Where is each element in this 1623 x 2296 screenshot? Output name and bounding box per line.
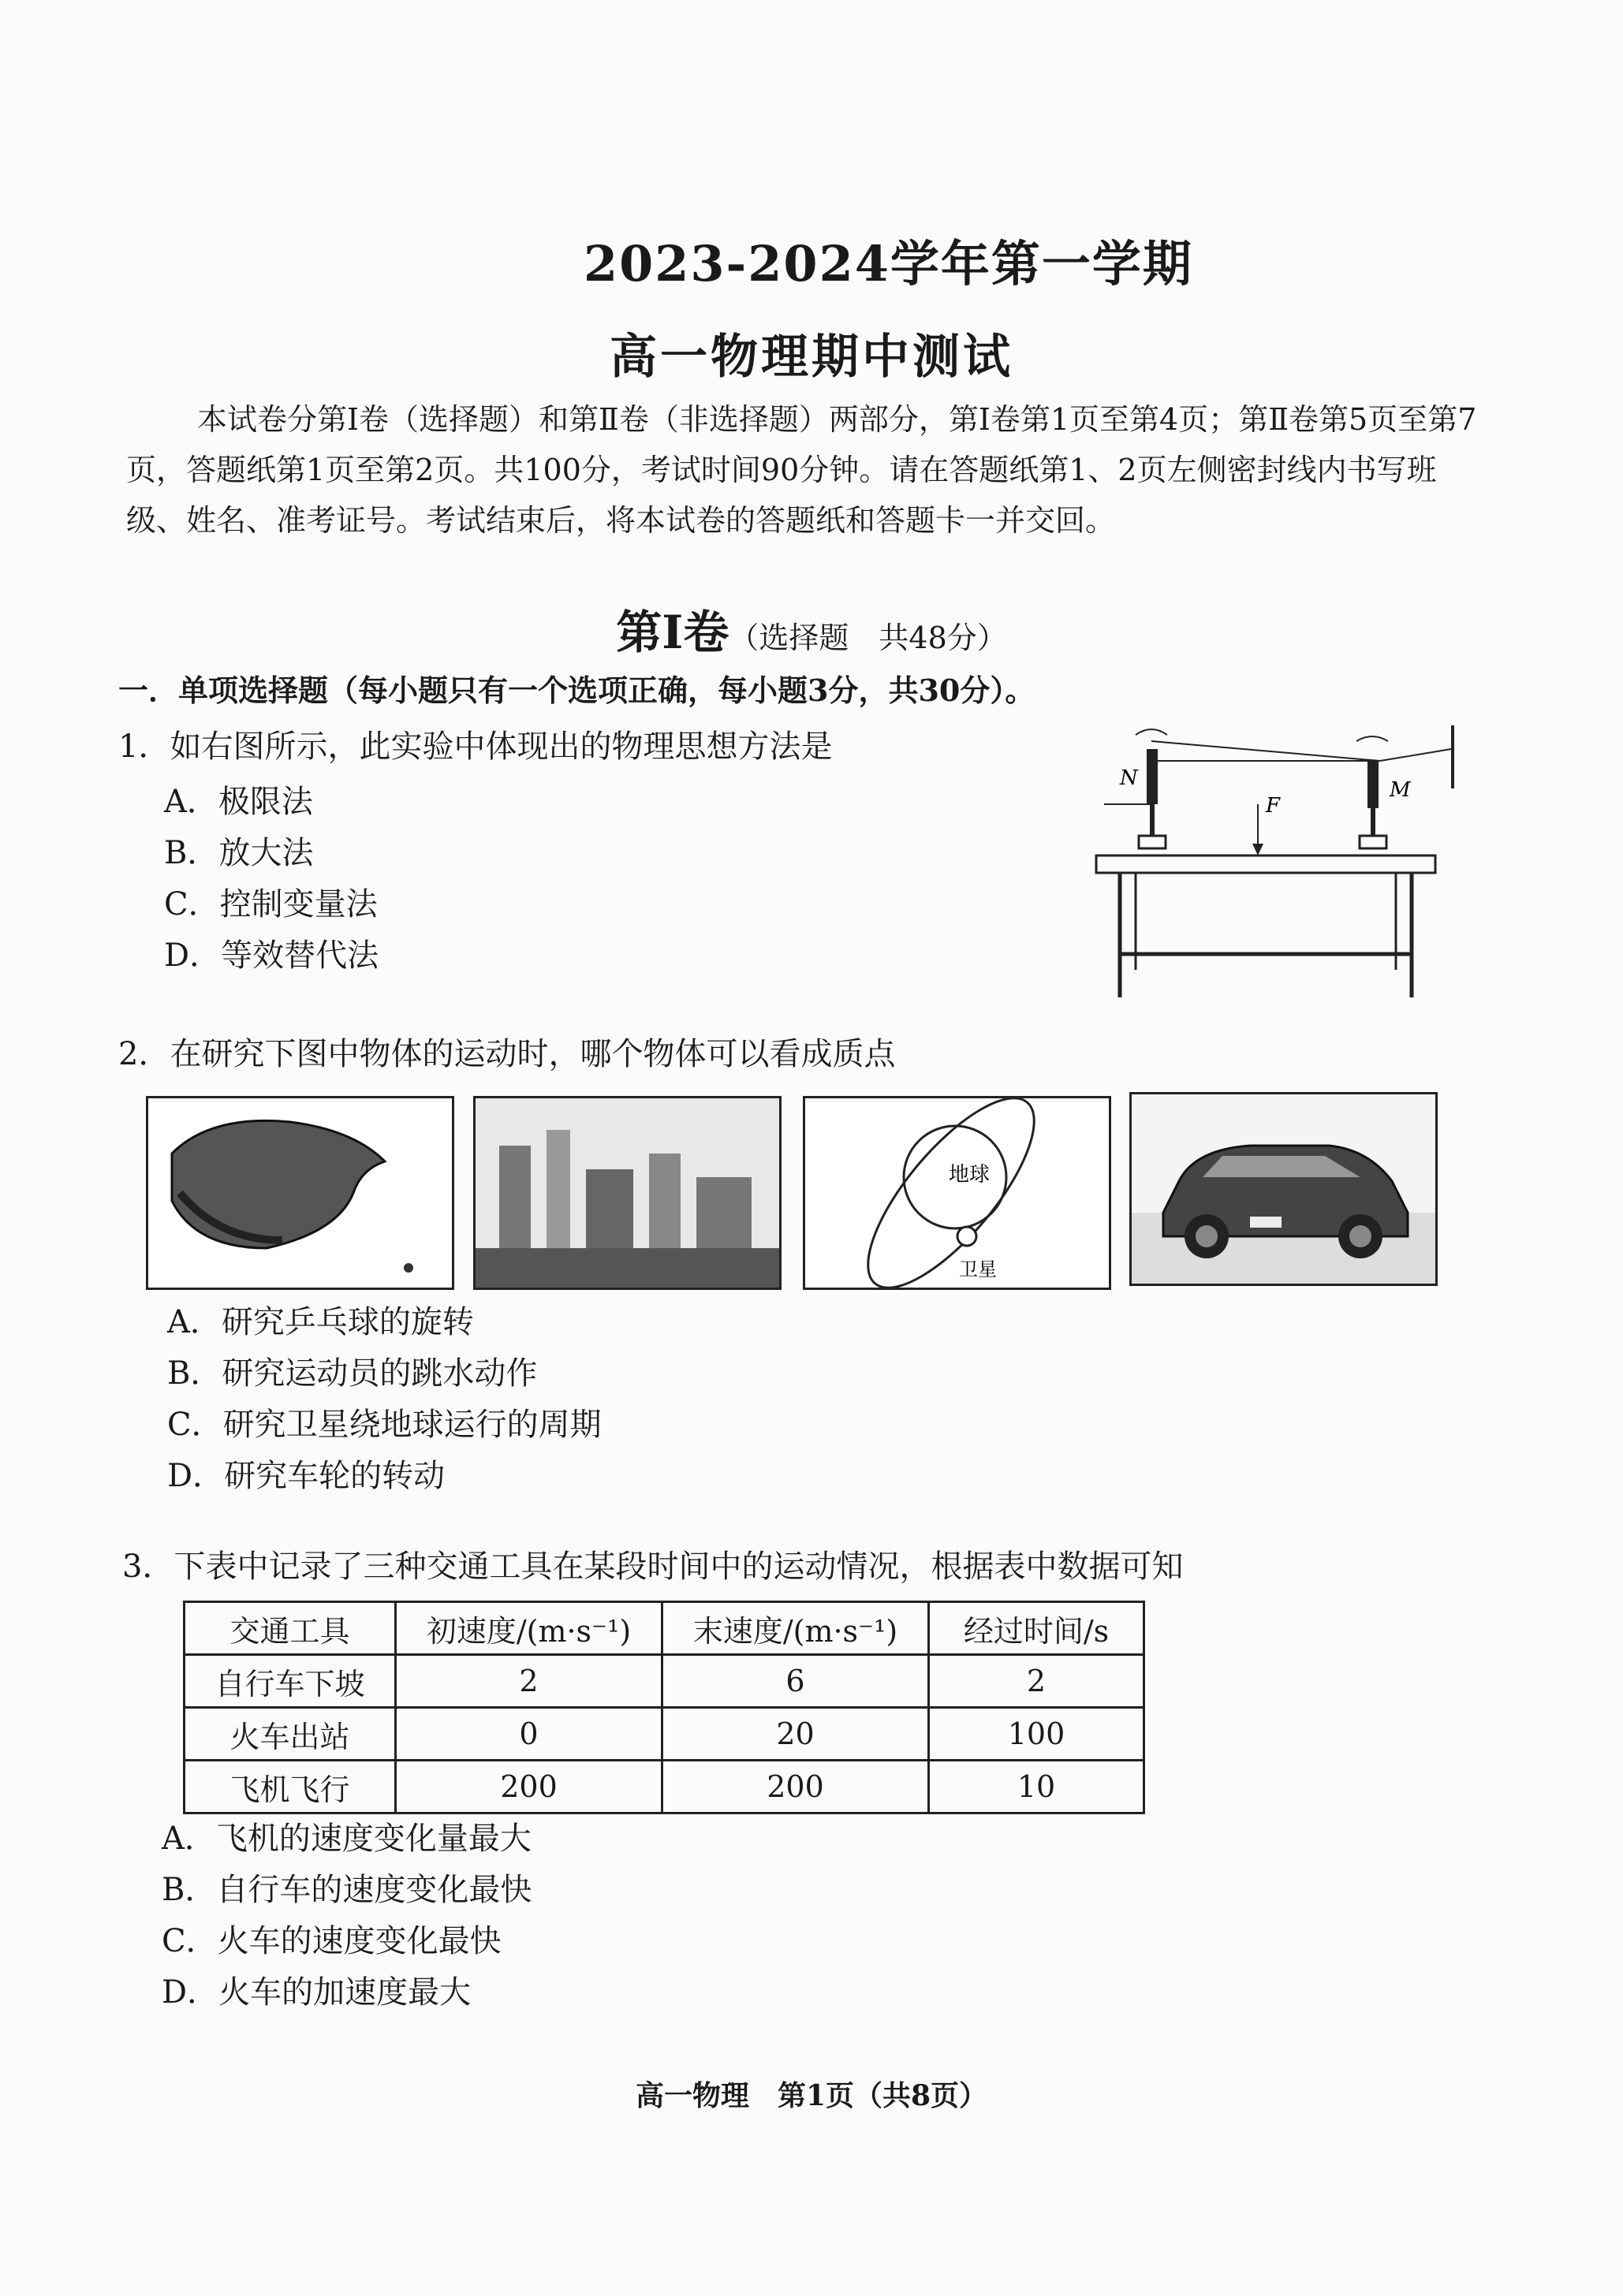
table-cell: 100 xyxy=(929,1708,1144,1761)
table-header-cell: 初速度/(m·s⁻¹) xyxy=(396,1602,662,1655)
table-cell: 2 xyxy=(396,1655,662,1708)
q1-option-d: D．等效替代法 xyxy=(164,937,379,974)
table-row xyxy=(185,1761,1144,1813)
part-title-main: 第Ⅰ卷 xyxy=(616,606,729,659)
table-header-row xyxy=(185,1602,1144,1655)
satellite-label: 卫星 xyxy=(959,1258,997,1280)
table-cell: 火车出站 xyxy=(185,1708,396,1761)
table-cell: 200 xyxy=(662,1761,929,1813)
q3-option-a: A．飞机的速度变化量最大 xyxy=(162,1821,532,1857)
q3-stem: 3．下表中记录了三种交通工具在某段时间中的运动情况，根据表中数据可知 xyxy=(122,1549,1184,1585)
table-cell: 20 xyxy=(662,1708,929,1761)
table-cell: 2 xyxy=(929,1655,1144,1708)
q1-label-n: N xyxy=(1120,766,1138,790)
q1-mirror-figure xyxy=(1088,718,1467,1009)
q1-stem: 1．如右图所示，此实验中体现出的物理思想方法是 xyxy=(118,729,833,765)
q2-image-diver xyxy=(473,1096,782,1290)
q1-option-b: B．放大法 xyxy=(164,835,314,871)
q2-image-pingpong xyxy=(146,1096,454,1290)
q2-stem: 2．在研究下图中物体的运动时，哪个物体可以看成质点 xyxy=(118,1036,896,1072)
q2-option-d: D．研究车轮的转动 xyxy=(167,1458,446,1494)
page-title: 高一物理期中测试 xyxy=(610,330,1013,385)
q2-option-c: C．研究卫星绕地球运行的周期 xyxy=(167,1407,602,1443)
car-picture xyxy=(1132,1094,1435,1284)
q1-label-f: F xyxy=(1266,794,1281,818)
intro-paragraph: 本试卷分第Ⅰ卷（选择题）和第Ⅱ卷（非选择题）两部分，第Ⅰ卷第1页至第4页；第Ⅱ卷第5页至第7页，答题纸第1页至第2页。共100分，考试时间90分钟。请在答题纸第1、2页左侧密封线内书写班级、姓名、准考证号。考试结束后，将本试卷的答题纸和答题卡一并交回。 xyxy=(126,402,1477,538)
satellite-orbit-picture xyxy=(805,1098,1109,1288)
table-cell: 0 xyxy=(396,1708,662,1761)
q2-option-a: A．研究乒乓球的旋转 xyxy=(167,1304,474,1340)
table-row xyxy=(185,1708,1144,1761)
table-cell: 6 xyxy=(662,1655,929,1708)
part-title xyxy=(0,595,1623,662)
table-cell: 飞机飞行 xyxy=(185,1761,396,1813)
q3-option-c: C．火车的速度变化最快 xyxy=(162,1923,502,1959)
q3-data-table xyxy=(183,1601,1145,1814)
earth-label: 地球 xyxy=(949,1163,991,1187)
pingpong-paddle-picture xyxy=(148,1098,452,1288)
q3-option-b: B．自行车的速度变化最快 xyxy=(162,1872,532,1908)
part-title-sub: （选择题 共48分） xyxy=(729,621,1007,655)
section-heading: 一．单项选择题（每小题只有一个选项正确，每小题3分，共30分）。 xyxy=(118,673,1035,708)
table-header-cell: 经过时间/s xyxy=(929,1602,1144,1655)
satellite-icon xyxy=(957,1227,976,1246)
q2-option-b: B．研究运动员的跳水动作 xyxy=(167,1355,538,1392)
page-footer: 高一物理 第1页（共8页） xyxy=(635,2079,988,2112)
q1-label-m: M xyxy=(1390,778,1411,802)
q3-option-d: D．火车的加速度最大 xyxy=(162,1974,472,2011)
year-line: 2023-2024学年第一学期 xyxy=(584,235,1193,293)
q2-image-satellite xyxy=(803,1096,1111,1290)
table-header-cell: 末速度/(m·s⁻¹) xyxy=(662,1602,929,1655)
table-cell: 自行车下坡 xyxy=(185,1655,396,1708)
q1-option-c: C．控制变量法 xyxy=(164,886,378,922)
diver-picture xyxy=(476,1098,779,1288)
q2-image-car xyxy=(1129,1092,1438,1286)
table-cell: 200 xyxy=(396,1761,662,1813)
q1-option-a: A．极限法 xyxy=(164,784,313,820)
table-row xyxy=(185,1655,1144,1708)
table-header-cell: 交通工具 xyxy=(185,1602,396,1655)
table-cell: 10 xyxy=(929,1761,1144,1813)
